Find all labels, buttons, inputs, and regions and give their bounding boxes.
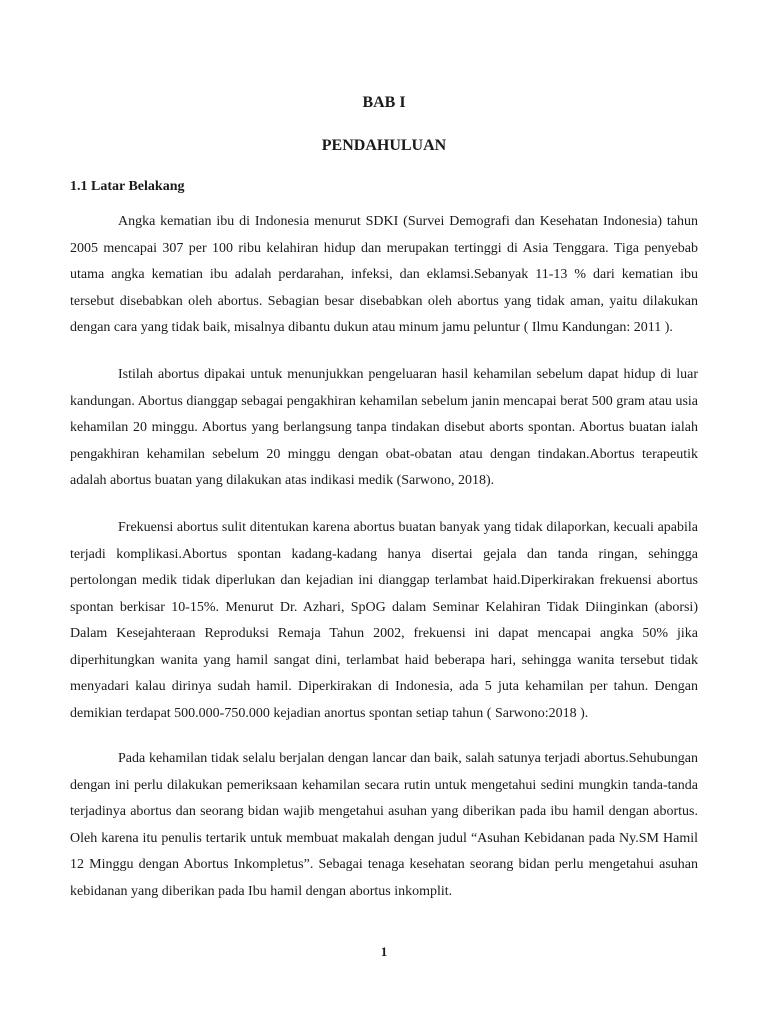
page-number: 1 — [380, 944, 388, 959]
chapter-label: BAB I — [362, 94, 406, 111]
paragraph-3: Frekuensi abortus sulit ditentukan karena abortus buatan banyak yang tidak dilaporkan, kecuali apabila terjadi komplikasi.Abortus spontan kadang-kadang hanya disertai gejala dan tanda ringan, sehingga pertolongan medik tidak diperlukan dan kejadian ini dianggap terlambat haid.Diperkirakan frekuensi abortus spontan berkisar 10-15%. Menurut Dr. Azhari, SpOG dalam Seminar Kelahiran Tidak Diinginkan (aborsi) Dalam Kesejahteraan Reproduksi Remaja Tahun 2002, frekuensi ini dapat mencapai angka 50% jika diperhitungkan wanita yang hamil sangat dini, terlambat haid beberapa hari, sehingga wanita tersebut tidak menyadari kalau dirinya sudah hamil. Diperkirakan di Indonesia, ada 5 juta kehamilan per tahun. Dengan demikian terdapat 500.000-750.000 kejadian anortus spontan setiap tahun ( Sarwono:2018 ). — [70, 520, 698, 721]
paragraph-1: Angka kematian ibu di Indonesia menurut SDKI (Survei Demografi dan Kesehatan Indonesia) tahun 2005 mencapai 307 per 100 ribu kelahiran hidup dan merupakan tertinggi di Asia Tenggara. Tiga penyebab utama angka kematian ibu adalah perdarahan, infeksi, dan eklamsi.Sebanyak 11-13 % dari kematian ibu tersebut disebabkan oleh abortus. Sebagian besar disebabkan oleh abortus yang tidak aman, yaitu dilakukan dengan cara yang tidak baik, misalnya dibantu dukun atau minum jamu peluntur ( Ilmu Kandungan: 2011 ). — [70, 214, 698, 335]
paragraph-2: Istilah abortus dipakai untuk menunjukkan pengeluaran hasil kehamilan sebelum dapat hidup di luar kandungan. Abortus dianggap sebagai pengakhiran kehamilan sebelum janin mencapai berat 500 gram atau usia kehamilan 20 minggu. Abortus yang berlangsung tanpa tindakan disebut aborts spontan. Abortus buatan ialah pengakhiran kehamilan sebelum 20 minggu dengan obat-obatan atau dengan tindakan.Abortus terapeutik adalah abortus buatan yang dilakukan atas indikasi medik (Sarwono, 2018). — [70, 367, 698, 488]
section-heading: 1.1 Latar Belakang — [70, 179, 185, 194]
chapter-title: PENDAHULUAN — [321, 137, 447, 154]
paragraph-4: Pada kehamilan tidak selalu berjalan dengan lancar dan baik, salah satunya terjadi abortus.Sehubungan dengan ini perlu dilakukan pemeriksaan kehamilan secara rutin untuk mengetahui sedini mungkin tanda-tanda terjadinya abortus dan seorang bidan wajib mengetahui asuhan yang diberikan pada ibu hamil dengan abortus. Oleh karena itu penulis tertarik untuk membuat makalah dengan judul “Asuhan Kebidanan pada Ny.SM Hamil 12 Minggu dengan Abortus Inkompletus”. Sebagai tenaga kesehatan seorang bidan perlu mengetahui asuhan kebidanan yang diberikan pada Ibu hamil dengan abortus inkomplit. — [70, 751, 698, 899]
